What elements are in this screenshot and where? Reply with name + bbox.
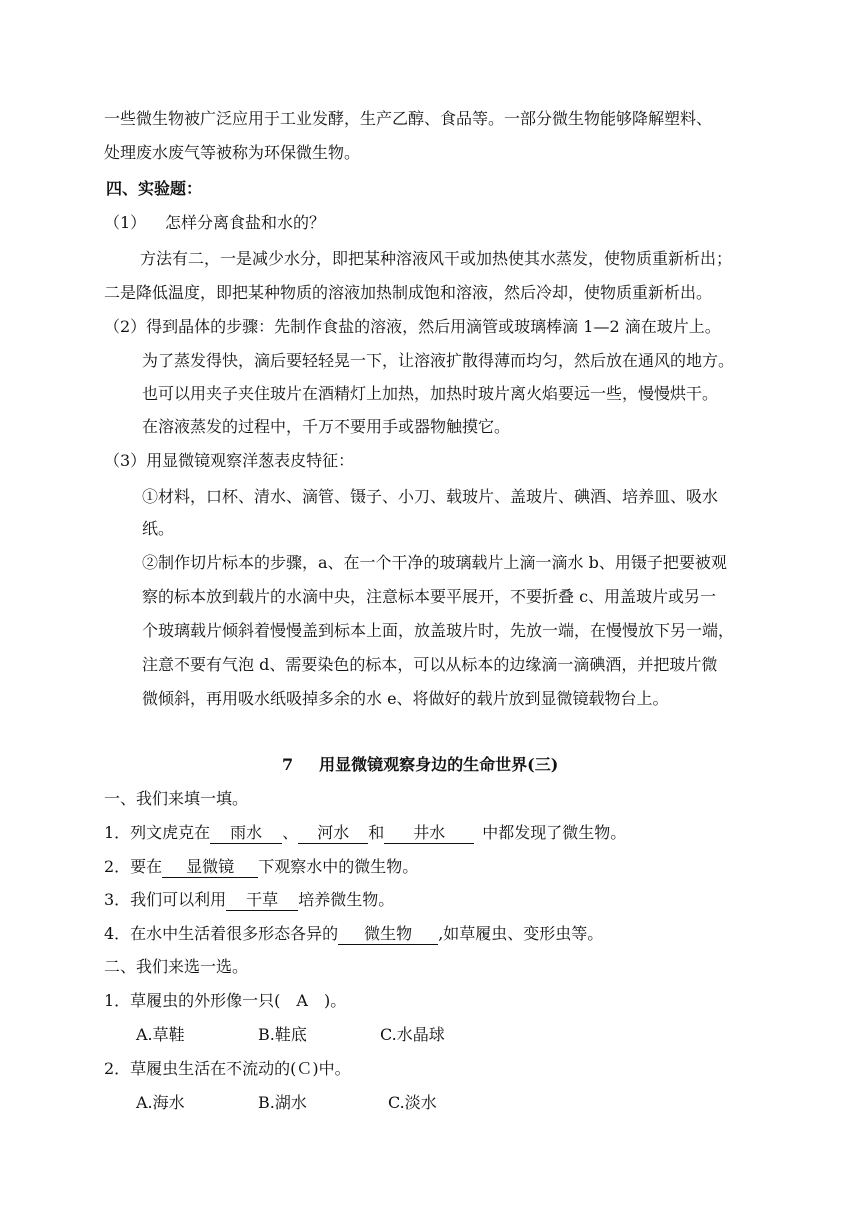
fill-q1-prefix: 1．列文虎克在 (104, 823, 211, 842)
choose-q1-option-c: C.水晶球 (380, 1025, 445, 1044)
intro-line-1: 一些微生物被广泛应用于工业发酵，生产乙醇、食品等。一部分微生物能够降解塑料、 (104, 109, 713, 128)
fill-question-2 (104, 856, 418, 878)
fill-q3-prefix: 3．我们可以利用 (104, 890, 227, 909)
fill-q2-suffix: 下观察水中的微生物。 (258, 857, 419, 876)
question-3-line-1: （3）用显微镜观察洋葱表皮特征： (104, 451, 355, 470)
lesson-title (282, 754, 558, 776)
lesson-title-text: 用显微镜观察身边的生命世界(三) (319, 755, 559, 774)
fill-q1-blank-2: 河水 (298, 823, 368, 844)
materials-line-2: 纸。 (142, 519, 175, 538)
section-heading-experiment: 四、实验题： (106, 179, 203, 198)
materials-line-1: ①材料，口杯、清水、滴管、镊子、小刀、载玻片、盖玻片、碘酒、培养皿、吸水 (142, 487, 719, 506)
fill-q2-blank-1: 显微镜 (162, 857, 258, 878)
fill-q1-blank-3: 井水 (384, 823, 474, 844)
choose-question-2: 2．草履虫生活在不流动的(Ｃ)中。 (104, 1059, 351, 1078)
fill-q1-separator-2: 和 (368, 823, 385, 842)
fill-q4-blank-1: 微生物 (338, 924, 438, 945)
steps-line-2: 察的标本放到载片的水滴中央，注意标本要平展开，不要折叠 c、用盖玻片或另一 (142, 587, 717, 606)
choose-q1-option-a: A.草鞋 (136, 1025, 185, 1044)
answer-1-line-2: 二是降低温度，即把某种物质的溶液加热制成饱和溶液，然后冷却，使物质重新析出。 (104, 283, 713, 302)
choose-q2-option-a: A.海水 (136, 1093, 185, 1112)
steps-line-1: ②制作切片标本的步骤，a、在一个干净的玻璃载片上滴一滴水 b、用镊子把要被观 (142, 553, 727, 572)
fill-q2-prefix: 2．要在 (104, 857, 163, 876)
answer-1-line-1: 方法有二，一是减少水分，即把某种溶液风干或加热使其水蒸发，使物质重新析出； (140, 249, 733, 268)
fill-question-4 (104, 923, 603, 945)
question-2-line-3: 也可以用夹子夹住玻片在酒精灯上加热，加热时玻片离火焰要远一些，慢慢烘干。 (142, 384, 719, 403)
intro-line-2: 处理废水废气等被称为环保微生物。 (104, 143, 361, 162)
steps-line-4: 注意不要有气泡 d、需要染色的标本，可以从标本的边缘滴一滴碘酒，并把玻片微 (142, 655, 718, 674)
lesson-number: 7 (282, 755, 294, 774)
fill-q1-suffix: 中都发现了微生物。 (482, 823, 627, 842)
steps-line-3: 个玻璃载片倾斜着慢慢盖到标本上面，放盖玻片时，先放一端，在慢慢放下另一端， (142, 621, 735, 640)
fill-question-3 (104, 889, 394, 911)
question-1-text: 怎样分离食盐和水的？ (165, 213, 326, 232)
choose-question-1: 1．草履虫的外形像一只( A )。 (104, 991, 347, 1010)
fill-q3-suffix: 培养微生物。 (298, 890, 395, 909)
fill-q4-prefix: 4．在水中生活着很多形态各异的 (104, 924, 339, 943)
fill-q1-separator-1: 、 (282, 823, 299, 842)
question-2-line-4: 在溶液蒸发的过程中，千万不要用手或器物触摸它。 (142, 417, 511, 436)
choose-q1-option-b: B.鞋底 (258, 1025, 307, 1044)
fill-q4-suffix: ,如草履虫、变形虫等。 (438, 924, 604, 943)
question-2-line-2: 为了蒸发得快，滴后要轻轻晃一下，让溶液扩散得薄而均匀，然后放在通风的地方。 (142, 351, 735, 370)
choose-heading: 二、我们来选一选。 (104, 957, 249, 976)
question-2-line-1: （2）得到晶体的步骤：先制作食盐的溶液，然后用滴管或玻璃棒滴 1—2 滴在玻片上。 (104, 317, 721, 336)
fill-question-1 (104, 822, 626, 844)
fill-heading: 一、我们来填一填。 (104, 789, 249, 808)
choose-q2-option-b: B.湖水 (258, 1093, 307, 1112)
fill-q3-blank-1: 干草 (226, 890, 298, 911)
choose-q2-option-c: C.淡水 (388, 1093, 437, 1112)
question-1-label: （1） (104, 213, 147, 232)
steps-line-5: 微倾斜，再用吸水纸吸掉多余的水 e、将做好的载片放到显微镜载物台上。 (142, 689, 669, 708)
fill-q1-blank-1: 雨水 (210, 823, 282, 844)
